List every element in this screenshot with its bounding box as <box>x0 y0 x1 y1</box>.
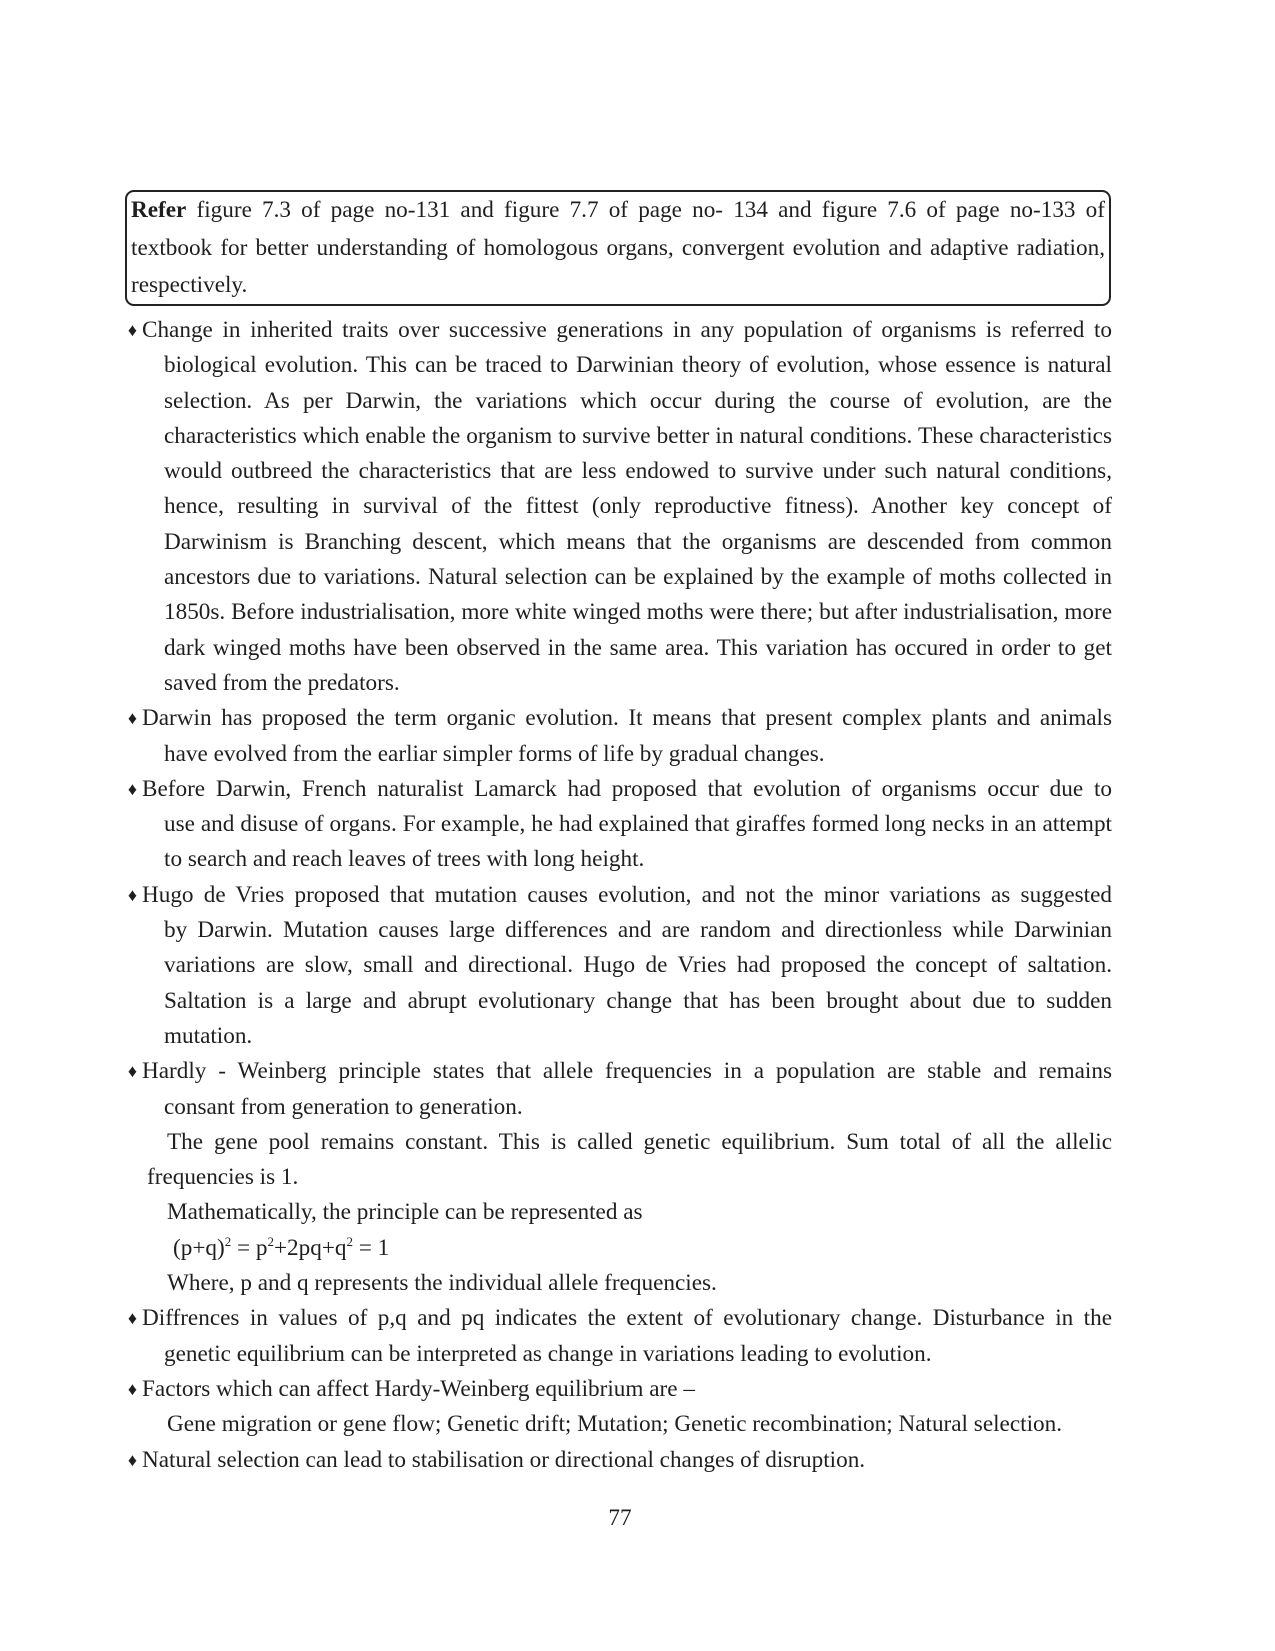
bullet-text: consant from generation to generation. <box>164 1093 523 1120</box>
equation-part: +2pq+q <box>273 1234 347 1261</box>
gene-pool-paragraph <box>125 1125 1115 1196</box>
equation-part: = 1 <box>353 1234 390 1261</box>
equation-superscript: 2 <box>267 1233 274 1249</box>
bullet-text: genetic equilibrium can be interpreted as change in variations leading to evolution. <box>164 1340 932 1367</box>
equation-superscript: 2 <box>346 1233 354 1249</box>
bullet-factors <box>125 1372 1115 1407</box>
bullet-text: have evolved from the earliar simpler forms of life by gradual changes. <box>164 740 825 767</box>
bullet-organic-evolution <box>125 701 1115 772</box>
bullet-first-line: Change in inherited traits over successive generations in any population of organisms is referred to <box>142 317 1112 343</box>
bullet-differences <box>125 1301 1115 1372</box>
factors-list-text: Gene migration or gene flow; Genetic drift; Mutation; Genetic recombination; Natural selection. <box>167 1411 1063 1438</box>
equation-line <box>125 1231 1115 1266</box>
diamond-bullet-icon: ♦ <box>127 1061 138 1082</box>
where-text: Where, p and q represents the individual allele frequencies. <box>167 1270 717 1297</box>
refer-note-box <box>125 190 1111 306</box>
diamond-bullet-icon: ♦ <box>127 778 138 799</box>
diamond-bullet-icon: ♦ <box>127 1308 138 1329</box>
equation-part: (p+q) <box>173 1234 225 1261</box>
equation-part: = p <box>231 1234 268 1261</box>
bullet-first-line: Natural selection can lead to stabilisation or directional changes of disruption. <box>142 1446 866 1473</box>
refer-bold-word: Refer <box>131 197 187 223</box>
bullet-first-line: Hardly - Weinberg principle states that allele frequencies in a population are stable and remains <box>142 1058 1112 1085</box>
refer-note-line-2: textbook for better understanding of homologous organs, convergent evolution and adaptive radiation, <box>131 234 1105 261</box>
bullet-text: use and disuse of organs. For example, he had explained that giraffes formed long necks in an attempt to search and reach leaves of trees with long height. <box>164 811 1112 873</box>
diamond-bullet-icon: ♦ <box>127 708 138 729</box>
bullet-natural-selection <box>125 1443 1115 1478</box>
bullet-text: by Darwin. Mutation causes large differences and are random and directionless while Darwinian variations are slow, small and directional. Hugo de Vries had proposed the concept of saltation. Saltation is a large and abrupt evolutionary change that has been brought about due to sudden mutation. <box>164 917 1112 1049</box>
diamond-bullet-icon: ♦ <box>127 884 138 905</box>
gene-pool-rest: frequencies is 1. <box>147 1164 299 1191</box>
bullet-text: biological evolution. This can be traced to Darwinian theory of evolution, whose essence is natural selection. As per Darwin, the variations which occur during the course of evolution, are the characteristics which enable the organism to survive better in natural conditions. These characteristics would outbreed the characteristics that are less endowed to survive under such natural conditions, hence, resulting in survival of the fittest (only reproductive fitness). Another key concept of Darwinism is Branching descent, which means that the organisms are descended from common ancestors due to variations. Natural selection can be explained by the example of moths collected in 1850s. Before industrialisation, more white winged moths were there; but after industrialisation, more dark winged moths have been observed in the same area. This variation has occured in order to get saved from the predators. <box>164 352 1112 696</box>
math-intro-text: Mathematically, the principle can be represented as <box>167 1199 643 1226</box>
gene-pool-first-line: The gene pool remains constant. This is called genetic equilibrium. Sum total of all the allelic <box>167 1128 1112 1155</box>
bullet-lamarck <box>125 772 1115 878</box>
bullet-hugo-de-vries <box>125 878 1115 1054</box>
bullet-first-line: Hugo de Vries proposed that mutation causes evolution, and not the minor variations as suggested <box>142 881 1112 908</box>
refer-note-line-1 <box>131 192 1105 230</box>
math-intro-line <box>125 1195 1115 1230</box>
refer-note-line-1-text: figure 7.3 of page no-131 and figure 7.7 of page no- 134 and figure 7.6 of page no-133 of <box>186 197 1105 223</box>
bullet-hardy-weinberg <box>125 1054 1115 1125</box>
where-line <box>125 1266 1115 1301</box>
bullet-first-line: Darwin has proposed the term organic evolution. It means that present complex plants and animals <box>142 705 1112 732</box>
refer-note-line-3: respectively. <box>131 272 248 298</box>
bullet-biological-evolution <box>125 313 1115 701</box>
diamond-bullet-icon: ♦ <box>127 1378 138 1399</box>
main-content <box>125 313 1115 1478</box>
factors-list-line <box>125 1407 1115 1442</box>
diamond-bullet-icon: ♦ <box>127 320 138 340</box>
bullet-first-line: Diffrences in values of p,q and pq indicates the extent of evolutionary change. Disturbance in the <box>142 1305 1112 1332</box>
equation-superscript: 2 <box>224 1233 232 1249</box>
bullet-first-line: Factors which can affect Hardy-Weinberg equilibrium are – <box>142 1375 695 1402</box>
page-number: 77 <box>608 1505 632 1531</box>
hardy-weinberg-equation <box>147 1235 389 1261</box>
diamond-bullet-icon: ♦ <box>127 1449 138 1470</box>
bullet-first-line: Before Darwin, French naturalist Lamarck had proposed that evolution of organisms occur due to <box>142 775 1112 802</box>
